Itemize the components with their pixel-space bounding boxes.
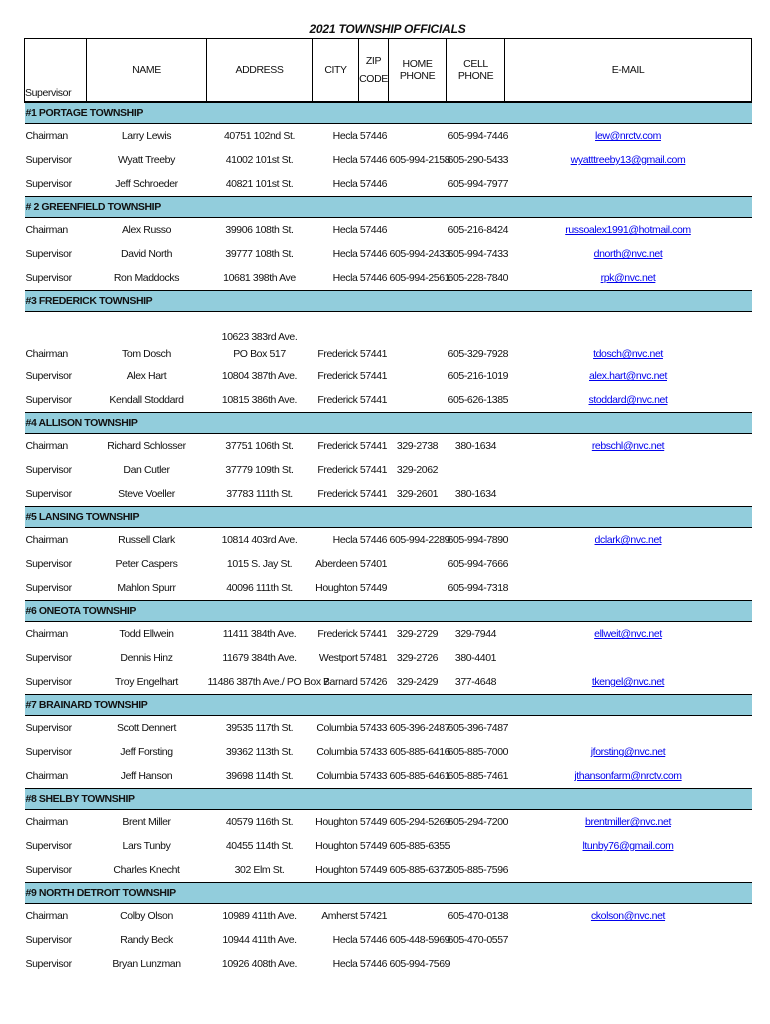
section-title: #4 ALLISON TOWNSHIP — [25, 413, 752, 434]
cell-phone-cell: 377-4648 — [454, 676, 497, 688]
name-cell: Scott Dennert — [117, 722, 176, 734]
home-phone-cell: 329-2726 — [396, 652, 439, 664]
role-cell: Supervisor — [25, 746, 72, 758]
address-cell: 39535 117th St. — [225, 722, 294, 734]
header-zip-line2: CODE — [359, 73, 388, 85]
city-cell: Barnard — [322, 676, 358, 688]
email-cell — [505, 904, 752, 929]
cell-phone-cell: 605-885-7000 — [447, 746, 509, 758]
role-cell: Supervisor — [25, 248, 72, 260]
email-link[interactable]: tkengel@nvc.net — [591, 676, 665, 688]
official-row — [25, 172, 752, 197]
header-address: ADDRESS — [207, 39, 313, 103]
email-link[interactable]: brentmiller@nvc.net — [585, 816, 671, 828]
cell-phone-cell: 605-994-7890 — [447, 534, 509, 546]
city-cell: Hecla — [332, 130, 358, 142]
email-cell — [505, 622, 752, 647]
section-title: #8 SHELBY TOWNSHIP — [25, 789, 752, 810]
role-cell: Supervisor — [25, 722, 72, 734]
section-header-row — [25, 789, 752, 810]
home-phone-cell: 605-994-7569 — [389, 958, 451, 970]
official-row — [25, 434, 752, 459]
official-row — [25, 646, 752, 670]
email-link[interactable]: russoalex1991@hotmail.com — [565, 224, 691, 236]
header-zip-line1: ZIP — [365, 55, 382, 67]
home-phone-cell — [389, 552, 447, 576]
cell-phone-cell: 605-994-7977 — [447, 178, 509, 190]
official-row — [25, 576, 752, 601]
cell-phone-cell — [447, 458, 505, 482]
address-cell: 39906 108th St. — [225, 224, 294, 236]
zip-cell: 57401 — [359, 558, 388, 570]
city-cell: Columbia — [316, 746, 358, 758]
section-title: #6 ONEOTA TOWNSHIP — [25, 601, 752, 622]
role-cell: Supervisor — [25, 394, 72, 406]
address-cell: 41002 101st St. — [225, 154, 294, 166]
home-phone-cell: 605-448-5969 — [389, 934, 451, 946]
cell-phone-cell: 605-885-7596 — [447, 864, 509, 876]
official-row — [25, 740, 752, 764]
name-cell: Troy Engelhart — [115, 676, 178, 688]
email-cell — [505, 458, 752, 482]
address-cell: 10815 386th Ave. — [221, 394, 298, 406]
cell-phone-cell: 605-626-1385 — [447, 394, 509, 406]
address-cell: 40096 111th St. — [226, 582, 293, 594]
zip-cell: 57449 — [359, 840, 388, 852]
zip-cell: 57449 — [359, 864, 388, 876]
cell-phone-cell: 605-294-7200 — [447, 816, 509, 828]
role-cell: Supervisor — [25, 676, 72, 688]
role-cell: Chairman — [25, 440, 68, 452]
home-phone-cell: 605-885-6416 — [389, 746, 451, 758]
zip-cell: 57446 — [359, 154, 388, 166]
cell-phone-cell: 605-470-0557 — [447, 934, 509, 946]
official-row — [25, 458, 752, 482]
name-cell: Jeff Forsting — [120, 746, 173, 758]
email-link[interactable]: alex.hart@nvc.net — [589, 370, 667, 382]
city-cell: Houghton — [315, 582, 358, 594]
address-cell: 10804 387th Ave. — [221, 370, 298, 382]
zip-cell: 57441 — [359, 464, 388, 476]
name-cell: Russell Clark — [118, 534, 175, 546]
name-cell: Randy Beck — [120, 934, 173, 946]
email-cell — [505, 266, 752, 291]
official-row — [25, 364, 752, 388]
name-cell: Richard Schlosser — [107, 440, 186, 452]
role-cell: Supervisor — [25, 558, 72, 570]
zip-cell: 57441 — [359, 440, 388, 452]
cell-phone-cell — [447, 834, 505, 858]
address-cell: 40455 114th St. — [225, 840, 294, 852]
official-row — [25, 552, 752, 576]
email-cell — [505, 482, 752, 507]
name-cell: Jeff Hanson — [120, 770, 173, 782]
email-link[interactable]: dnorth@nvc.net — [593, 248, 663, 260]
city-cell: Westport — [318, 652, 358, 664]
home-phone-cell: 329-2601 — [396, 488, 439, 500]
role-cell: Supervisor — [25, 934, 72, 946]
cell-phone-cell: 605-994-7433 — [447, 248, 509, 260]
home-phone-cell: 605-994-2158 — [389, 154, 451, 166]
cell-phone-cell: 380-4401 — [454, 652, 497, 664]
header-home-phone: HOME PHONE — [389, 39, 447, 103]
address-cell: 10926 408th Ave. — [221, 958, 298, 970]
official-row — [25, 904, 752, 929]
address-cell: 40751 102nd St. — [223, 130, 296, 142]
home-phone-cell — [389, 904, 447, 929]
city-cell: Frederick — [317, 440, 358, 452]
name-cell: Jeff Schroeder — [115, 178, 178, 190]
city-cell: Hecla — [332, 934, 358, 946]
section-title: #7 BRAINARD TOWNSHIP — [25, 695, 752, 716]
official-row — [25, 764, 752, 789]
address-cell: 37783 111th St. — [226, 488, 293, 500]
zip-cell: 57441 — [359, 370, 388, 382]
address-cell: 11411 384th Ave. — [222, 628, 297, 640]
home-phone-cell: 605-885-6355 — [389, 840, 451, 852]
role-cell: Chairman — [25, 534, 68, 546]
home-phone-cell — [389, 124, 447, 149]
official-row — [25, 218, 752, 243]
home-phone-cell: 605-885-6461 — [389, 770, 451, 782]
zip-cell: 57446 — [359, 130, 388, 142]
section-title: #1 PORTAGE TOWNSHIP — [25, 102, 752, 124]
home-phone-cell: 605-294-5269 — [389, 816, 451, 828]
section-title: #5 LANSING TOWNSHIP — [25, 507, 752, 528]
address-cell: 10681 398th Ave — [223, 272, 296, 284]
home-phone-cell: 605-994-2433 — [389, 248, 451, 260]
section-header-row — [25, 197, 752, 218]
home-phone-cell: 605-994-2561 — [389, 272, 451, 284]
role-cell: Supervisor — [25, 272, 72, 284]
zip-cell: 57449 — [359, 816, 388, 828]
official-row — [25, 242, 752, 266]
email-cell — [505, 364, 752, 388]
header-zip — [359, 39, 389, 103]
cell-phone-cell: 605-470-0138 — [447, 910, 509, 922]
zip-cell: 57446 — [359, 934, 388, 946]
official-row — [25, 834, 752, 858]
role-cell: Supervisor — [25, 582, 72, 594]
name-cell: Wyatt Treeby — [118, 154, 175, 166]
email-cell — [505, 552, 752, 576]
header-city: CITY — [313, 39, 359, 103]
official-row — [25, 528, 752, 553]
name-cell: Todd Ellwein — [119, 628, 174, 640]
role-cell: Chairman — [25, 130, 68, 142]
email-link[interactable]: tdosch@nvc.net — [593, 348, 663, 360]
role-cell: Chairman — [25, 816, 68, 828]
cell-phone-cell: 605-994-7446 — [447, 130, 509, 142]
zip-cell: 57433 — [359, 722, 388, 734]
city-cell: Amherst — [321, 910, 358, 922]
email-cell — [505, 928, 752, 952]
section-title: # 2 GREENFIELD TOWNSHIP — [25, 197, 752, 218]
role-cell: Chairman — [25, 910, 68, 922]
home-phone-cell — [389, 388, 447, 413]
name-cell: Kendall Stoddard — [109, 394, 184, 406]
official-row — [25, 858, 752, 883]
address-cell: 10989 411th Ave. — [222, 910, 297, 922]
city-cell: Hecla — [332, 534, 358, 546]
role-cell: Supervisor — [25, 958, 72, 970]
section-header-row — [25, 291, 752, 312]
address-cell: 39777 108th St. — [225, 248, 294, 260]
zip-cell: 57441 — [359, 394, 388, 406]
role-cell: Supervisor — [25, 464, 72, 476]
page-title: 2021 TOWNSHIP OFFICIALS — [309, 22, 466, 36]
name-cell: Bryan Lunzman — [112, 958, 181, 970]
email-cell — [505, 434, 752, 459]
address-cell: 10944 411th Ave. — [222, 934, 297, 946]
cell-phone-cell — [447, 952, 505, 976]
role-cell: Supervisor — [25, 370, 72, 382]
address-line1: 10623 383rd Ave. — [221, 331, 298, 343]
address-cell: 1015 S. Jay St. — [226, 558, 293, 570]
zip-cell: 57446 — [359, 958, 388, 970]
role-cell: Supervisor — [25, 178, 72, 190]
zip-cell: 57481 — [359, 652, 388, 664]
email-cell — [505, 242, 752, 266]
email-cell — [505, 218, 752, 243]
cell-phone-cell: 605-228-7840 — [447, 272, 509, 284]
zip-cell: 57446 — [359, 272, 388, 284]
address-cell: 37751 106th St. — [225, 440, 294, 452]
section-header-row — [25, 102, 752, 124]
role-cell: Chairman — [25, 224, 68, 236]
header-name: NAME — [87, 39, 207, 103]
home-phone-cell: 605-994-2289 — [389, 534, 451, 546]
address-cell: 11679 384th Ave. — [222, 652, 297, 664]
email-link[interactable]: wyatttreeby13@gmail.com — [570, 154, 686, 166]
zip-cell: 57446 — [359, 248, 388, 260]
address-cell: 40579 116th St. — [225, 816, 294, 828]
address-cell: 39362 113th St. — [225, 746, 294, 758]
name-cell: Alex Hart — [126, 370, 167, 382]
cell-phone-cell: 605-994-7318 — [447, 582, 509, 594]
role-cell: Supervisor — [25, 488, 72, 500]
zip-cell: 57449 — [359, 582, 388, 594]
role-cell: Supervisor — [25, 154, 72, 166]
email-link[interactable]: lew@nrctv.com — [595, 130, 661, 142]
email-link[interactable]: ltunby76@gmail.com — [582, 840, 674, 852]
address-line2: PO Box 517 — [233, 348, 286, 360]
email-cell — [505, 646, 752, 670]
email-cell — [505, 810, 752, 835]
official-row — [25, 670, 752, 695]
zip-cell: 57426 — [359, 676, 388, 688]
section-header-row — [25, 695, 752, 716]
email-link[interactable]: rpk@nvc.net — [600, 272, 656, 284]
official-row — [25, 716, 752, 741]
city-cell: Columbia — [316, 770, 358, 782]
official-row — [25, 622, 752, 647]
home-phone-cell: 605-396-2487 — [389, 722, 451, 734]
email-link[interactable]: stoddard@nvc.net — [588, 394, 668, 406]
zip-cell: 57441 — [359, 628, 388, 640]
zip-cell: 57441 — [359, 488, 388, 500]
home-phone-cell: 329-2729 — [396, 628, 439, 640]
email-cell — [505, 312, 752, 365]
zip-cell: 57441 — [359, 348, 388, 360]
cell-phone-cell: 605-885-7461 — [447, 770, 509, 782]
email-link[interactable]: ckolson@nvc.net — [590, 910, 666, 922]
home-phone-cell: 605-885-6372 — [389, 864, 451, 876]
zip-cell: 57446 — [359, 534, 388, 546]
zip-cell: 57433 — [359, 770, 388, 782]
name-cell: Dan Cutler — [123, 464, 170, 476]
header-email: E-MAIL — [505, 39, 752, 103]
cell-phone-cell: 605-396-7487 — [447, 722, 509, 734]
city-cell: Houghton — [315, 816, 358, 828]
name-cell: Alex Russo — [121, 224, 172, 236]
section-title: #9 NORTH DETROIT TOWNSHIP — [25, 883, 752, 904]
name-cell: Larry Lewis — [121, 130, 172, 142]
email-link[interactable]: ellweit@nvc.net — [594, 628, 662, 640]
address-cell: 11486 387th Ave./ PO Box 7 — [207, 676, 329, 688]
role-cell: Chairman — [25, 770, 68, 782]
city-cell: Columbia — [316, 722, 358, 734]
name-cell: Ron Maddocks — [113, 272, 180, 284]
city-cell: Frederick — [317, 464, 358, 476]
section-header-row — [25, 883, 752, 904]
address-cell: 10814 403rd Ave. — [221, 534, 298, 546]
email-link[interactable]: rebschl@nvc.net — [591, 440, 665, 452]
email-cell — [505, 670, 752, 695]
city-cell: Aberdeen — [315, 558, 358, 570]
address-cell: 40821 101st St. — [225, 178, 294, 190]
section-header-row — [25, 507, 752, 528]
city-cell: Houghton — [315, 864, 358, 876]
email-cell — [505, 834, 752, 858]
home-phone-cell — [389, 218, 447, 243]
email-cell — [505, 952, 752, 976]
section-header-row — [25, 601, 752, 622]
officials-table — [24, 38, 752, 976]
official-row — [25, 124, 752, 149]
address-cell — [207, 312, 313, 365]
name-cell: Peter Caspers — [115, 558, 178, 570]
cell-phone-cell: 605-329-7928 — [447, 348, 509, 360]
table-header — [25, 39, 752, 103]
email-cell — [505, 148, 752, 172]
email-link[interactable]: jthansonfarm@nrctv.com — [574, 770, 682, 782]
role-cell: Chairman — [25, 628, 68, 640]
home-phone-cell: 329-2062 — [396, 464, 439, 476]
name-cell: Mahlon Spurr — [117, 582, 176, 594]
email-link[interactable]: dclark@nvc.net — [594, 534, 662, 546]
header-cell-phone: CELL PHONE — [447, 39, 505, 103]
city-cell: Hecla — [332, 248, 358, 260]
address-cell: 37779 109th St. — [225, 464, 294, 476]
address-cell: 302 Elm St. — [234, 864, 285, 876]
city-cell: Frederick — [317, 488, 358, 500]
city-cell: Hecla — [332, 178, 358, 190]
cell-phone-cell: 605-216-8424 — [447, 224, 509, 236]
city-cell: Hecla — [332, 272, 358, 284]
email-cell — [505, 858, 752, 883]
cell-phone-cell: 380-1634 — [454, 440, 497, 452]
zip-cell: 57446 — [359, 224, 388, 236]
home-phone-cell — [389, 172, 447, 197]
zip-cell: 57446 — [359, 178, 388, 190]
city-cell: Hecla — [332, 958, 358, 970]
official-row — [25, 312, 752, 365]
email-cell — [505, 576, 752, 601]
home-phone-cell: 329-2738 — [396, 440, 439, 452]
name-cell: Colby Olson — [120, 910, 173, 922]
document-page — [24, 20, 751, 976]
name-cell: Lars Tunby — [122, 840, 171, 852]
header-role: Supervisor — [25, 39, 87, 103]
city-cell: Frederick — [317, 628, 358, 640]
official-row — [25, 266, 752, 291]
email-cell — [505, 388, 752, 413]
official-row — [25, 148, 752, 172]
official-row — [25, 388, 752, 413]
cell-phone-cell: 329-7944 — [454, 628, 497, 640]
zip-cell: 57433 — [359, 746, 388, 758]
official-row — [25, 952, 752, 976]
name-cell: Charles Knecht — [113, 864, 180, 876]
home-phone-cell — [389, 576, 447, 601]
home-phone-cell: 329-2429 — [396, 676, 439, 688]
email-cell — [505, 528, 752, 553]
name-cell: Dennis Hinz — [120, 652, 173, 664]
section-title: #3 FREDERICK TOWNSHIP — [25, 291, 752, 312]
email-cell — [505, 716, 752, 741]
city-cell: Hecla — [332, 154, 358, 166]
email-cell — [505, 172, 752, 197]
name-cell: Tom Dosch — [122, 348, 171, 360]
email-link[interactable]: jforsting@nvc.net — [590, 746, 666, 758]
email-cell — [505, 740, 752, 764]
city-cell: Frederick — [317, 348, 358, 360]
role-cell: Supervisor — [25, 652, 72, 664]
city-cell: Hecla — [332, 224, 358, 236]
role-cell: Supervisor — [25, 840, 72, 852]
cell-phone-cell: 380-1634 — [454, 488, 497, 500]
name-cell: Brent Miller — [122, 816, 171, 828]
email-cell — [505, 124, 752, 149]
section-header-row — [25, 413, 752, 434]
city-cell: Houghton — [315, 840, 358, 852]
cell-phone-cell: 605-290-5433 — [447, 154, 509, 166]
city-cell: Frederick — [317, 394, 358, 406]
official-row — [25, 810, 752, 835]
official-row — [25, 928, 752, 952]
role-cell: Chairman — [25, 348, 68, 360]
name-cell: David North — [120, 248, 173, 260]
cell-phone-cell: 605-216-1019 — [447, 370, 509, 382]
address-cell: 39698 114th St. — [225, 770, 294, 782]
official-row — [25, 482, 752, 507]
table-body — [25, 102, 752, 976]
home-phone-cell — [389, 312, 447, 365]
email-cell — [505, 764, 752, 789]
zip-cell: 57421 — [359, 910, 388, 922]
home-phone-cell — [389, 364, 447, 388]
name-cell: Steve Voeller — [118, 488, 175, 500]
city-cell: Frederick — [317, 370, 358, 382]
cell-phone-cell: 605-994-7666 — [447, 558, 509, 570]
role-cell: Supervisor — [25, 864, 72, 876]
